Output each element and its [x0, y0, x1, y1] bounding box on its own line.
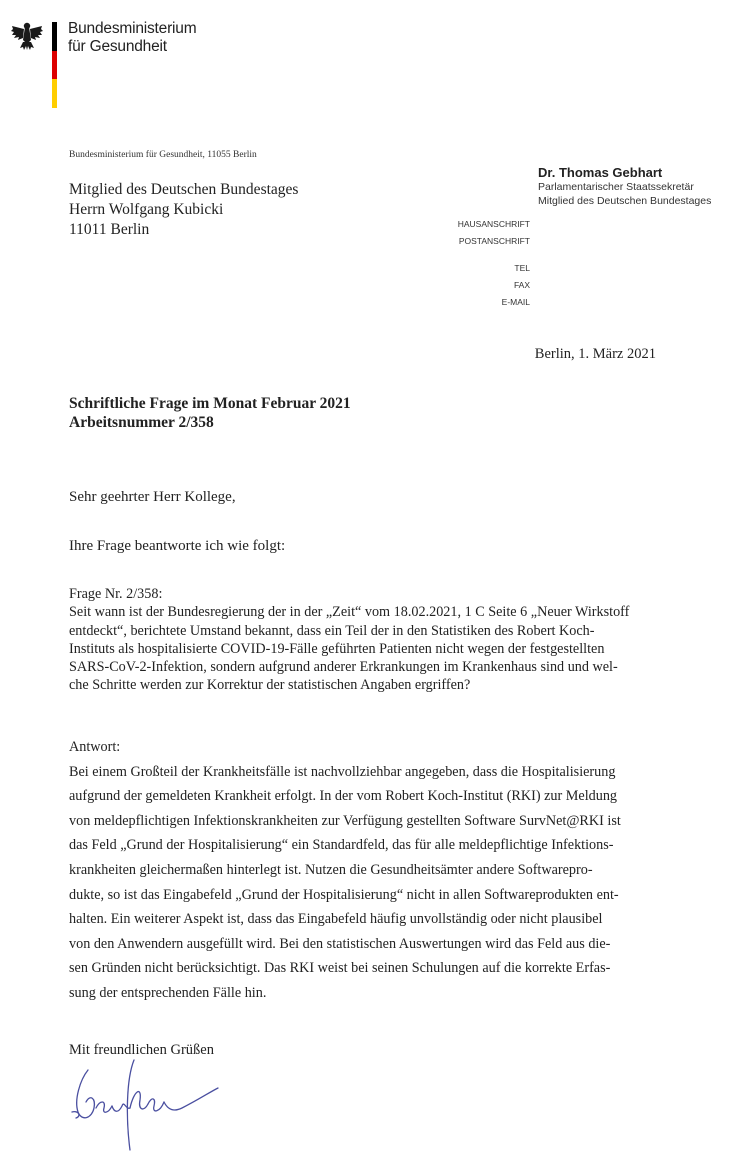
label-hausanschrift: HAUSANSCHRIFT	[457, 219, 530, 229]
question-line: che Schritte werden zur Korrektur der statistischen Angaben ergriffen?	[69, 677, 471, 694]
label-fax: FAX	[513, 280, 530, 290]
answer-heading: Antwort:	[69, 739, 121, 755]
answer-line: krankheiten gleichermaßen hinterlegt ist. Nutzen die Gesundheitsämter andere Softwarepro-	[69, 861, 593, 878]
question-line: SARS-CoV-2-Infektion, sondern aufgrund anderer Erkrankungen im Krankenhaus sind und wel-	[69, 659, 618, 676]
question-line: entdeckt“, berichtete Umstand bekannt, dass ein Teil der in den Statistiken des Robert Koch-	[69, 622, 595, 639]
closing: Mit freundlichen Grüßen	[69, 1042, 214, 1058]
label-postanschrift: POSTANSCHRIFT	[458, 236, 530, 246]
answer-line: sung der entsprechenden Fälle hin.	[69, 984, 267, 1001]
answer-line: dukte, so ist das Eingabefeld „Grund der Hospitalisierung“ nicht in allen Softwareprodukten ent-	[69, 886, 619, 903]
ministry-name-line2: für Gesundheit	[68, 38, 167, 55]
label-tel: TEL	[514, 263, 530, 273]
recipient-line1: Mitglied des Deutschen Bundestages	[69, 181, 299, 198]
answer-section	[69, 735, 737, 1006]
flag-stripe-gold	[52, 79, 57, 108]
ministry-name-line1: Bundesministerium	[68, 20, 197, 37]
letter-date: Berlin, 1. März 2021	[534, 346, 656, 362]
ministry-name	[68, 20, 196, 56]
label-email: E-MAIL	[501, 297, 530, 307]
recipient-line2: Herrn Wolfgang Kubicki	[69, 201, 224, 218]
question-line: Instituts als hospitalisierte COVID-19-Fälle geführten Patienten nicht wegen der festgestellten	[69, 640, 605, 657]
intro-text: Ihre Frage beantworte ich wie folgt:	[69, 538, 286, 554]
signatory-name: Dr. Thomas Gebhart	[538, 165, 663, 180]
contact-labels	[430, 216, 530, 311]
salutation: Sehr geehrter Herr Kollege,	[69, 489, 236, 505]
subject-line2: Arbeitsnummer 2/358	[69, 414, 214, 431]
answer-line: aufgrund der gemeldeten Krankheit erfolgt. In der vom Robert Koch-Institut (RKI) zur Meldung	[69, 788, 618, 805]
signatory-membership: Mitglied des Deutschen Bundestages	[538, 195, 712, 207]
question-heading: Frage Nr. 2/358:	[69, 586, 163, 602]
answer-line: Bei einem Großteil der Krankheitsfälle ist nachvollziehbar angegeben, dass die Hospitalisierung	[69, 763, 616, 780]
signatory-role: Parlamentarischer Staatssekretär	[538, 181, 694, 193]
subject	[69, 394, 351, 432]
signatory-block	[538, 165, 711, 208]
answer-line: von den Anwendern ausgefüllt wird. Bei den statistischen Auswertungen wird das Feld aus die-	[69, 935, 611, 952]
recipient-line3: 11011 Berlin	[69, 221, 150, 238]
answer-line: halten. Ein weiterer Aspekt ist, dass das Eingabefeld häufig unvollständig oder nicht plausibel	[69, 911, 603, 928]
answer-line: sen Gründen nicht berücksichtigt. Das RKI weist bei seinen Schulungen auf die korrekte Erfas-	[69, 960, 611, 977]
question-section	[69, 585, 737, 695]
handwritten-signature	[60, 1050, 240, 1156]
recipient-address	[69, 180, 298, 240]
answer-line: das Feld „Grund der Hospitalisierung“ ein Standardfeld, das für alle meldepflichtige Infektions-	[69, 837, 614, 854]
flag-stripe-black	[52, 22, 57, 51]
subject-line1: Schriftliche Frage im Monat Februar 2021	[69, 395, 351, 412]
answer-line: von meldepflichtigen Infektionskrankheiten zur Verfügung gestellten Software SurvNet@RKI ist	[69, 812, 621, 829]
flag-stripe-red	[52, 51, 57, 80]
return-address: Bundesministerium für Gesundheit, 11055 Berlin	[69, 150, 257, 160]
question-line: Seit wann ist der Bundesregierung der in der „Zeit“ vom 18.02.2021, 1 C Seite 6 „Neuer Wirkstoff	[69, 604, 630, 621]
german-flag-bar	[52, 22, 57, 108]
federal-eagle-icon	[10, 20, 44, 52]
